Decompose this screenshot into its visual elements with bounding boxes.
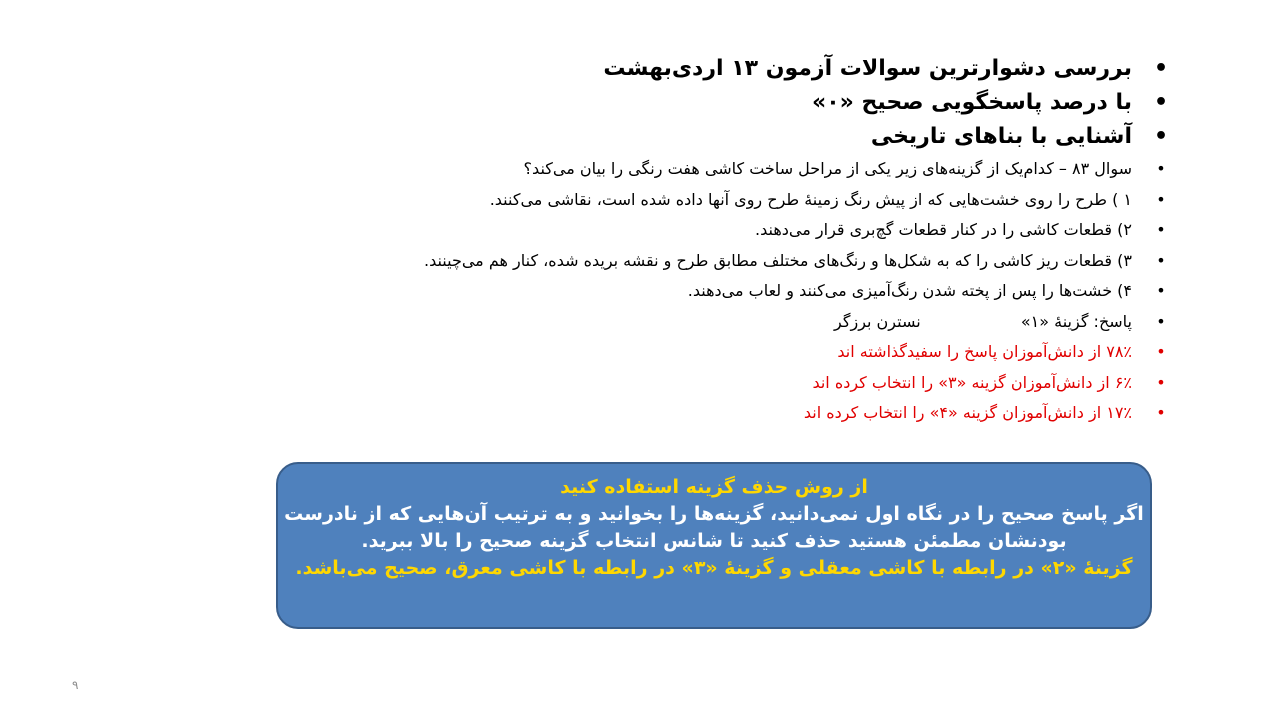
bullet-dot-icon: • — [1156, 220, 1166, 239]
callout-line-1: اگر پاسخ صحیح را در نگاه اول نمی‌دانید، گزینه‌ها را بخوانید و به ترتیب آن‌هایی که از نادرست — [284, 503, 1144, 525]
bullet-text: سوال ۸۳ – کدام‌یک از گزینه‌های زیر یکی از مراحل ساخت کاشی هفت رنگی را بیان می‌کند؟ — [523, 159, 1132, 178]
callout-title: از روش حذف گزینه استفاده کنید — [560, 476, 868, 498]
stat-text: ۷۸٪ از دانش‌آموزان پاسخ را سفیدگذاشته اند — [837, 342, 1132, 361]
bullet-dot-icon: • — [1156, 189, 1166, 209]
bullet-text: ۱ ) طرح را روی خشت‌هایی که از پیش رنگ زمینهٔ طرح روی آنها داده شده است، نقاشی می‌کنند. — [489, 189, 1132, 209]
bullet-dot-icon: • — [1156, 311, 1166, 331]
callout-line-2: بودنشان مطمئن هستید حذف کنید تا شانس انتخاب گزینه صحیح را بالا ببرید. — [361, 530, 1067, 552]
answer-option: گزینهٔ «۱» — [1020, 311, 1089, 331]
option-4 — [328, 276, 1168, 307]
page-number: ۹ — [72, 678, 79, 692]
bullet-text: آشنایی با بناهای تاریخی — [870, 124, 1132, 149]
bullet-dot-icon: • — [1153, 90, 1168, 115]
option-2 — [328, 215, 1168, 246]
bullet-text: با درصد پاسخگویی صحیح «۰» — [811, 90, 1132, 115]
bullet-dot-icon: • — [1156, 372, 1166, 392]
stat-option-4 — [328, 398, 1168, 429]
bullet-list — [328, 52, 1168, 429]
slide-subtitle — [328, 86, 1168, 120]
callout-line-3: گزینهٔ «۲» در رابطه با کاشی معقلی و گزینهٔ «۳» در رابطه با کاشی معرق، صحیح می‌باشد. — [295, 557, 1133, 579]
bullet-dot-icon: • — [1153, 124, 1168, 149]
bullet-text: ۳) قطعات ریز کاشی را که به شکل‌ها و رنگ‌های مختلف مطابق طرح و نقشه بریده شده، کنار هم می‌چینند. — [423, 250, 1132, 270]
bullet-text: ۲) قطعات کاشی را در کنار قطعات گچ‌بری قرار می‌دهند. — [755, 220, 1132, 239]
stat-option-3 — [328, 368, 1168, 399]
question-text — [328, 154, 1168, 185]
stat-text: ۶٪ از دانش‌آموزان گزینه «۳» را انتخاب کرده اند — [812, 372, 1132, 392]
bullet-dot-icon: • — [1156, 250, 1166, 270]
bullet-text: بررسی دشوارترین سوالات آزمون ۱۳ اردی‌بهشت — [603, 56, 1132, 81]
bullet-dot-icon: • — [1156, 281, 1166, 300]
answer-author: نسترن برزگر — [834, 311, 921, 331]
option-3 — [328, 246, 1168, 277]
bullet-text: ۴) خشت‌ها را پس از پخته شدن رنگ‌آمیزی می‌کنند و لعاب می‌دهند. — [687, 281, 1132, 300]
bullet-dot-icon: • — [1156, 403, 1166, 422]
bullet-dot-icon: • — [1156, 159, 1166, 178]
bullet-dot-icon: • — [1153, 56, 1168, 81]
option-1 — [328, 185, 1168, 216]
tip-callout-box — [276, 462, 1152, 629]
bullet-dot-icon: • — [1156, 342, 1166, 361]
slide-title — [328, 52, 1168, 86]
stat-blank — [328, 337, 1168, 368]
stat-text: ۱۷٪ از دانش‌آموزان گزینه «۴» را انتخاب کرده اند — [803, 403, 1132, 422]
answer-label: پاسخ: — [1093, 311, 1132, 331]
topic-heading — [328, 120, 1168, 154]
answer-line — [328, 307, 1168, 338]
